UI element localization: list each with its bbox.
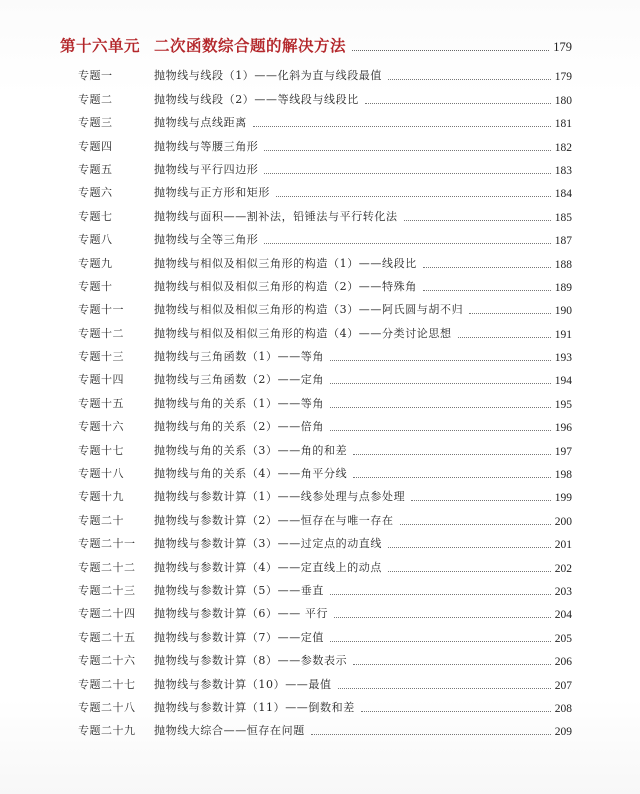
unit-heading (60, 34, 346, 56)
dot-leader (400, 523, 551, 525)
toc-entry-label: 专题六 (78, 186, 113, 200)
toc-entry-page-number: 200 (554, 515, 572, 528)
toc-entry-page-number: 196 (554, 422, 572, 435)
toc-entry-title: 抛物线与线段（1）——化斜为直与线段最值 (154, 69, 382, 83)
toc-entry[interactable] (78, 271, 572, 294)
toc-entry-page-number: 188 (554, 258, 572, 271)
toc-entry-page-number: 184 (554, 188, 572, 201)
toc-entry-title: 抛物线与相似及相似三角形的构造（1）——线段比 (154, 256, 417, 270)
toc-entry-label: 专题二十三 (78, 583, 136, 597)
toc-entry-page-number: 191 (554, 328, 572, 341)
toc-entry-title: 抛物线与参数计算（7）——定值 (154, 630, 324, 644)
toc-entry-title: 抛物线与相似及相似三角形的构造（2）——特殊角 (154, 279, 417, 293)
dot-leader (388, 78, 551, 80)
toc-entry-label: 专题四 (78, 139, 113, 153)
toc-entry-page-number: 209 (554, 726, 572, 739)
dot-leader (253, 125, 551, 127)
toc-entry[interactable] (78, 645, 572, 668)
toc-entry-page-number: 190 (554, 305, 572, 318)
toc-entry-label: 专题十五 (78, 396, 124, 410)
toc-entry[interactable] (78, 504, 572, 527)
toc-entry-label: 专题十九 (78, 490, 124, 504)
toc-entry-title: 抛物线与相似及相似三角形的构造（3）——阿氏圆与胡不归 (154, 303, 464, 317)
toc-entry-label: 专题二十 (78, 513, 124, 527)
toc-entry-title: 抛物线与角的关系（1）——等角 (154, 396, 324, 410)
dot-leader (330, 359, 551, 361)
toc-entry[interactable] (78, 177, 572, 200)
dot-leader (365, 102, 551, 104)
toc-entry[interactable] (78, 434, 572, 457)
toc-entry-label: 专题二 (78, 92, 113, 106)
dot-leader (330, 593, 551, 595)
toc-entry-label: 专题二十二 (78, 560, 136, 574)
toc-entry-page-number: 201 (554, 539, 572, 552)
toc-entry[interactable] (78, 83, 572, 106)
dot-leader (361, 710, 551, 712)
toc-entry-label: 专题十四 (78, 373, 124, 387)
toc-entry-label: 专题二十八 (78, 700, 136, 714)
toc-entry[interactable] (78, 668, 572, 691)
toc-entry-page-number: 180 (554, 94, 572, 107)
dot-leader (404, 219, 551, 221)
toc-entry-label: 专题三 (78, 116, 113, 130)
toc-entry-title: 抛物线与参数计算（3）——过定点的动直线 (154, 537, 382, 551)
toc-entry-page-number: 195 (554, 398, 572, 411)
toc-entry-page-number: 204 (554, 609, 572, 622)
toc-entry-label: 专题五 (78, 162, 113, 176)
toc-entry-title: 抛物线与全等三角形 (154, 233, 259, 247)
toc-entry-page-number: 189 (554, 281, 572, 294)
toc-entry[interactable] (78, 130, 572, 153)
toc-entry-label: 专题八 (78, 233, 113, 247)
dot-leader (353, 663, 551, 665)
toc-entry-page-number: 183 (554, 164, 572, 177)
dot-leader (353, 476, 551, 478)
toc-entry-title: 抛物线与参数计算（2）——恒存在与唯一存在 (154, 513, 394, 527)
toc-entry-label: 专题十三 (78, 350, 124, 364)
toc-entry-label: 专题二十九 (78, 724, 136, 738)
toc-entry[interactable] (78, 294, 572, 317)
toc-entry-page-number: 185 (554, 211, 572, 224)
toc-entry-page-number: 208 (554, 702, 572, 715)
dot-leader (388, 570, 551, 572)
toc-entry-title: 抛物线与三角函数（2）——定角 (154, 373, 324, 387)
dot-leader (353, 453, 551, 455)
toc-entry-title: 抛物线与面积——割补法，铅锤法与平行转化法 (154, 209, 398, 223)
unit-page-number: 179 (553, 40, 572, 54)
toc-entry-page-number: 207 (554, 679, 572, 692)
toc-entry[interactable] (78, 224, 572, 247)
toc-entry-page-number: 197 (554, 445, 572, 458)
toc-entry-label: 专题二十七 (78, 677, 136, 691)
toc-entry[interactable] (78, 598, 572, 621)
toc-entry-title: 抛物线与参数计算（5）——垂直 (154, 583, 324, 597)
toc-entry[interactable] (78, 715, 572, 738)
toc-entry[interactable] (78, 107, 572, 130)
toc-entry[interactable] (78, 317, 572, 340)
toc-entry-label: 专题十八 (78, 467, 124, 481)
toc-entry-title: 抛物线与正方形和矩形 (154, 186, 270, 200)
toc-entry-label: 专题七 (78, 209, 113, 223)
dot-leader (469, 312, 551, 314)
toc-entry-page-number: 181 (554, 118, 572, 131)
dot-leader (276, 195, 551, 197)
toc-entry[interactable] (78, 481, 572, 504)
toc-entry-page-number: 187 (554, 235, 572, 248)
dot-leader (330, 382, 551, 384)
toc-entry-label: 专题十六 (78, 420, 124, 434)
dot-leader (458, 336, 551, 338)
dot-leader (423, 289, 551, 291)
toc-entry-page-number: 202 (554, 562, 572, 575)
toc-entry[interactable] (78, 575, 572, 598)
dot-leader (423, 266, 551, 268)
unit-heading-row (60, 34, 572, 58)
toc-entry-page-number: 203 (554, 585, 572, 598)
toc-entry-title: 抛物线与角的关系（4）——角平分线 (154, 467, 348, 481)
toc-entry[interactable] (78, 341, 572, 364)
dot-leader (264, 149, 550, 151)
toc-entry-title: 抛物线与等腰三角形 (154, 139, 259, 153)
toc-entry-page-number: 193 (554, 352, 572, 365)
dot-leader (311, 733, 551, 735)
toc-entry[interactable] (78, 551, 572, 574)
toc-entry-title: 抛物线与三角函数（1）——等角 (154, 350, 324, 364)
toc-entry-title: 抛物线与参数计算（6）—— 平行 (154, 607, 329, 621)
toc-entry-label: 专题十 (78, 279, 113, 293)
dot-leader (330, 406, 551, 408)
toc-entry[interactable] (78, 387, 572, 410)
toc-entry-page-number: 205 (554, 632, 572, 645)
toc-entry-label: 专题九 (78, 256, 113, 270)
toc-entry[interactable] (78, 154, 572, 177)
dot-leader (330, 640, 551, 642)
toc-entry[interactable] (78, 60, 572, 83)
toc-entry[interactable] (78, 200, 572, 223)
toc-entry-title: 抛物线与参数计算（1）——线参处理与点参处理 (154, 490, 406, 504)
toc-entry-title: 抛物线与点线距离 (154, 116, 247, 130)
toc-entry-title: 抛物线与参数计算（4）——定直线上的动点 (154, 560, 382, 574)
dot-leader (411, 499, 551, 501)
toc-entry-page-number: 194 (554, 375, 572, 388)
dot-leader (264, 172, 550, 174)
dot-leader (330, 429, 551, 431)
dot-leader (264, 242, 550, 244)
toc-entry[interactable] (78, 411, 572, 434)
toc-entry-page-number: 199 (554, 492, 572, 505)
toc-entry-label: 专题二十四 (78, 607, 136, 621)
toc-entry-page-number: 182 (554, 141, 572, 154)
toc-entry[interactable] (78, 692, 572, 715)
toc-entry-page-number: 179 (554, 71, 572, 84)
toc-entry-title: 抛物线与参数计算（10）——最值 (154, 677, 332, 691)
unit-label: 第十六单元 (60, 37, 141, 55)
dot-leader (352, 49, 549, 51)
toc-entry-title: 抛物线与角的关系（3）——角的和差 (154, 443, 348, 457)
toc-entry-label: 专题十一 (78, 303, 124, 317)
toc-entry-label: 专题二十一 (78, 537, 136, 551)
toc-entry-title: 抛物线与线段（2）——等线段与线段比 (154, 92, 359, 106)
toc-entry[interactable] (78, 458, 572, 481)
toc-entry[interactable] (78, 528, 572, 551)
dot-leader (338, 687, 551, 689)
toc-entry[interactable] (78, 364, 572, 387)
toc-entry-title: 抛物线与参数计算（8）——参数表示 (154, 654, 348, 668)
toc-entry-label: 专题十二 (78, 326, 124, 340)
toc-entry-title: 抛物线与相似及相似三角形的构造（4）——分类讨论思想 (154, 326, 452, 340)
toc-entry-label: 专题二十六 (78, 654, 136, 668)
dot-leader (334, 616, 551, 618)
toc-entry-page-number: 206 (554, 656, 572, 669)
toc-entry-label: 专题一 (78, 69, 113, 83)
toc-entry-title: 抛物线与角的关系（2）——倍角 (154, 420, 324, 434)
toc-entry-list (78, 60, 572, 738)
toc-entry-label: 专题二十五 (78, 630, 136, 644)
unit-title: 二次函数综合题的解决方法 (154, 37, 347, 55)
toc-entry-title: 抛物线与参数计算（11）——倒数和差 (154, 700, 355, 714)
toc-entry[interactable] (78, 247, 572, 270)
toc-entry-label: 专题十七 (78, 443, 124, 457)
dot-leader (388, 546, 551, 548)
toc-entry-title: 抛物线与平行四边形 (154, 162, 259, 176)
toc-entry-title: 抛物线大综合——恒存在问题 (154, 724, 305, 738)
toc-entry-page-number: 198 (554, 469, 572, 482)
toc-entry[interactable] (78, 621, 572, 644)
